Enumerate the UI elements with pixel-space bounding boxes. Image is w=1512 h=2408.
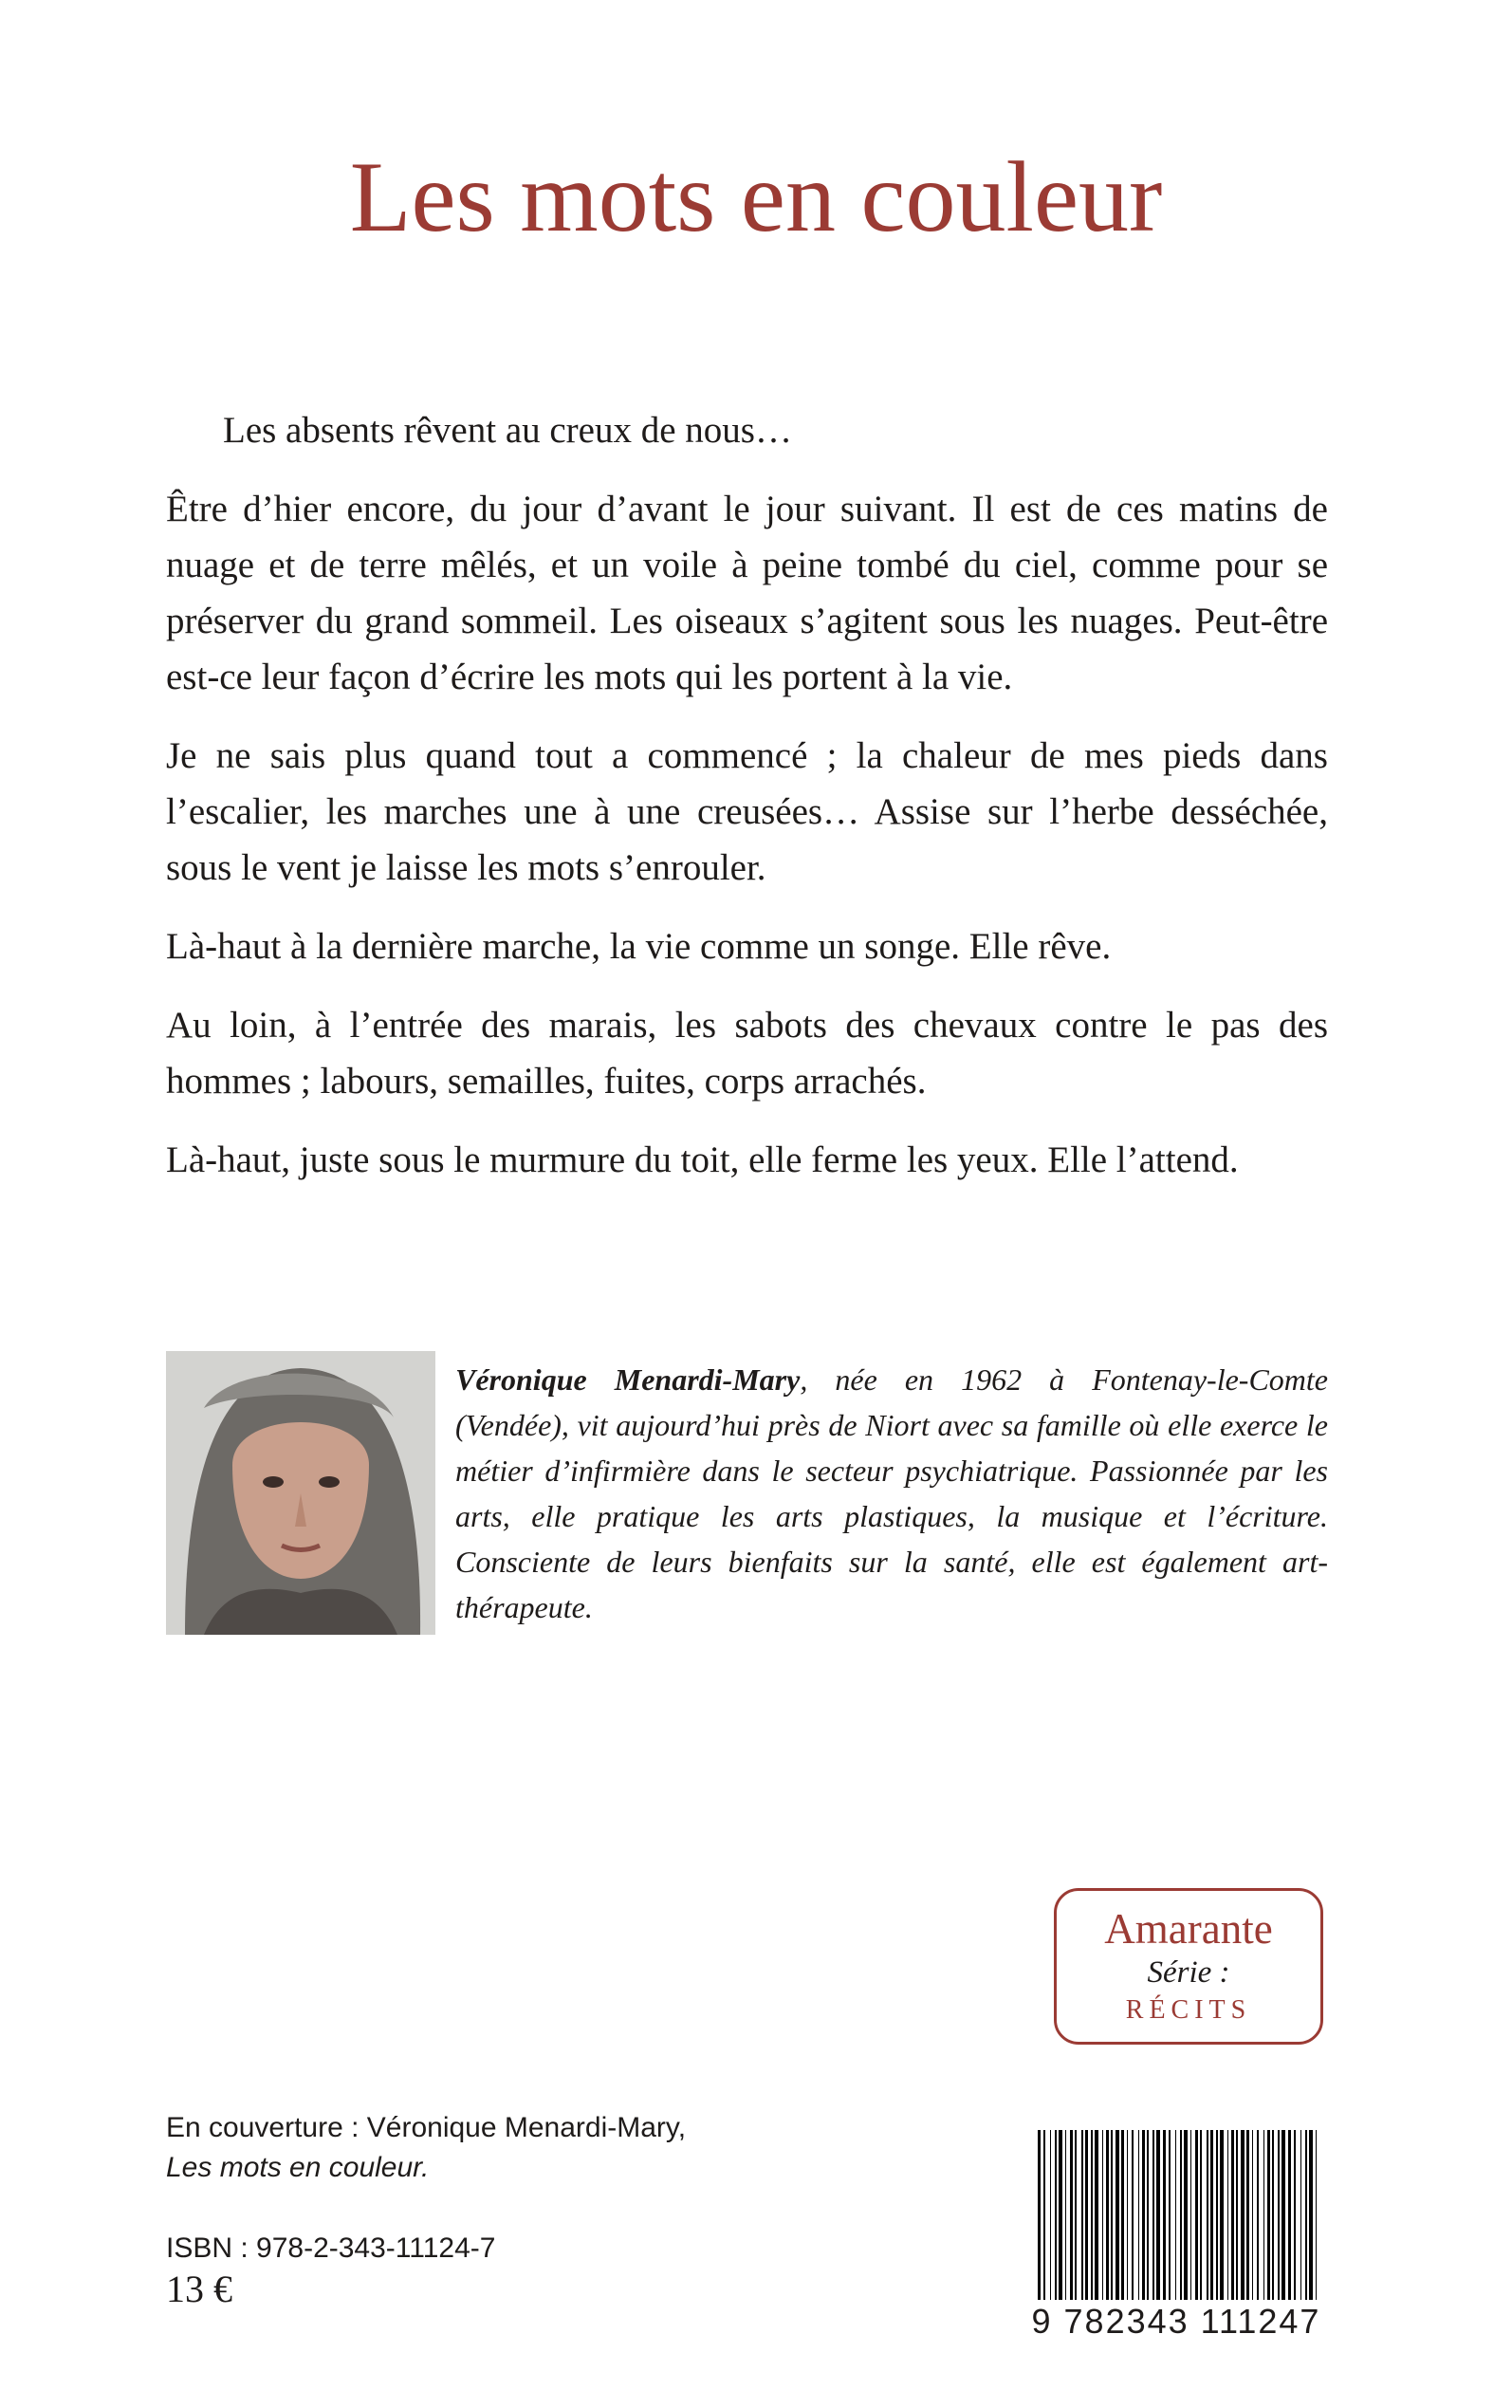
- cover-credit: [166, 2108, 830, 2188]
- back-cover-text: [166, 402, 1328, 1211]
- paragraph-3: Je ne sais plus quand tout a commencé ; la chaleur de mes pieds dans l’escalier, les marches une à une creusées… Assise sur l’herbe desséchée, sous le vent je laisse les mots s’enrouler.: [166, 735, 1328, 888]
- paragraph-1: Les absents rêvent au creux de nous…: [223, 410, 792, 451]
- paragraph-5: Au loin, à l’entrée des marais, les sabots des chevaux contre le pas des hommes ; labours, semailles, fuites, corps arrachés.: [166, 1005, 1328, 1102]
- series-badge: [1054, 1888, 1323, 2045]
- series-name: Amarante: [1104, 1905, 1273, 1953]
- author-name: Véronique Menardi-Mary: [455, 1362, 801, 1397]
- price: 13 €: [166, 2268, 232, 2310]
- author-bio: [455, 1357, 1328, 1630]
- cover-credit-line-1: En couverture : Véronique Menardi-Mary,: [166, 2112, 687, 2143]
- barcode-digits: 9 782343 111247: [1029, 2300, 1323, 2343]
- isbn: ISBN : 978-2-343-11124-7: [166, 2232, 496, 2264]
- series-value: RÉCITS: [1125, 1995, 1252, 2025]
- paragraph-2: Être d’hier encore, du jour d’avant le jour suivant. Il est de ces matins de nuage et de terre mêlés, et un voile à peine tombé du ciel, comme pour se préserver du grand sommeil. Les oiseaux s’agitent sous les nuages. Peut-être est-ce leur façon d’écrire les mots qui les portent à la vie.: [166, 489, 1328, 697]
- paragraph-6: Là-haut, juste sous le murmure du toit, elle ferme les yeux. Elle l’attend.: [166, 1139, 1239, 1180]
- author-portrait-image: [166, 1351, 435, 1635]
- author-photo: [166, 1351, 435, 1635]
- series-label: Série :: [1147, 1955, 1230, 1990]
- author-bio-text: , née en 1962 à Fontenay-le-Comte (Vendée), vit aujourd’hui près de Niort avec sa famille où elle exerce le métier d’infirmière dans le secteur psychiatrique. Passionnée par les arts, elle pratique les arts plastiques, la musique et l’écriture. Consciente de leurs bienfaits sur la santé, elle est également art-thérapeute.: [455, 1362, 1329, 1624]
- paragraph-4: Là-haut à la dernière marche, la vie comme un songe. Elle rêve.: [166, 926, 1112, 967]
- book-title: Les mots en couleur: [349, 141, 1163, 252]
- cover-credit-line-2: Les mots en couleur.: [166, 2152, 430, 2183]
